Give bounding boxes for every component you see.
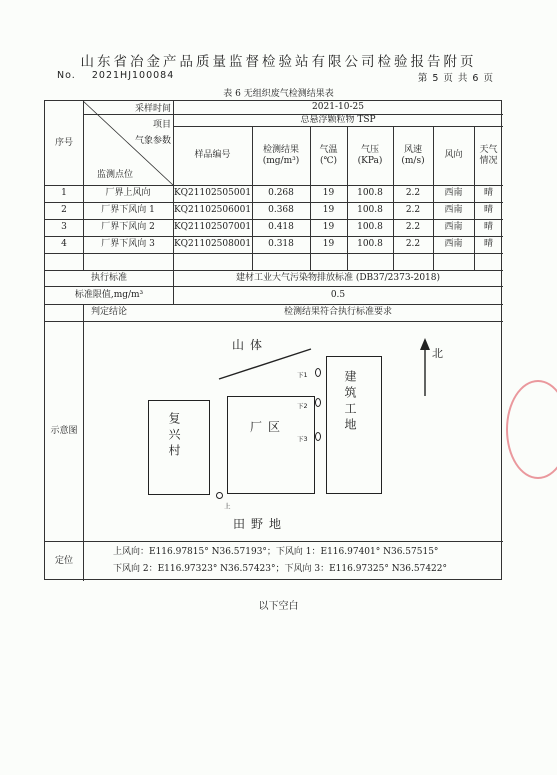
row-2-wind-speed: 2.2 (405, 205, 421, 216)
row-1-weather: 晴 (483, 188, 493, 199)
results-table (44, 100, 502, 580)
sample-date: 2021-10-25 (312, 102, 364, 113)
row-3-seq: 3 (61, 222, 67, 233)
factory-box (227, 396, 315, 494)
report-no-value: 2021HJ100084 (91, 70, 175, 81)
limit-value: 0.5 (330, 289, 346, 300)
col-wind-dir: 风向 (444, 150, 463, 161)
row-1-point: 厂界上风向 (105, 188, 151, 199)
row-3-weather: 晴 (483, 222, 493, 233)
upwind-label: 上 (224, 502, 231, 510)
report-no-label: No. (57, 70, 76, 81)
row-4-wind-dir: 西南 (444, 239, 463, 250)
row-1-wind-speed: 2.2 (405, 188, 421, 199)
col-sample-id: 样品编号 (194, 150, 231, 161)
row-2-weather: 晴 (483, 205, 493, 216)
row-1-result: 0.268 (268, 188, 294, 199)
report-title: 山东省冶金产品质量监督检验站有限公司检验报告附页 (80, 54, 477, 70)
row-3-wind-dir: 西南 (444, 222, 463, 233)
location-line-1: 上风向：E116.97815° N36.57193°；下风向 1：E116.97401° N36.57515° (113, 546, 439, 557)
row-1-sample: KQ21102505001 (173, 188, 252, 199)
col-weather: 天气 情况 (479, 144, 498, 166)
row-3-result: 0.418 (268, 222, 294, 233)
corner-item: 项目 (152, 119, 171, 130)
row-3-wind-speed: 2.2 (405, 222, 421, 233)
row-4-result: 0.318 (268, 239, 294, 250)
downwind-point-3 (315, 432, 321, 441)
corner-point: 监测点位 (96, 169, 133, 180)
col-result: 检测结果 (mg/m³) (262, 144, 300, 166)
row-4-weather: 晴 (483, 239, 493, 250)
downwind-point-2 (315, 398, 321, 407)
row-4-point: 厂界下风向 3 (101, 239, 155, 250)
conclusion-value: 检测结果符合执行标准要求 (283, 307, 392, 318)
location-line-2: 下风向 2：E116.97323° N36.57423°；下风向 3：E116.97325° N36.57422° (113, 563, 448, 574)
down1-label: 下1 (297, 371, 308, 379)
downwind-point-1 (315, 368, 321, 377)
row-4-seq: 4 (61, 239, 67, 250)
row-1-seq: 1 (61, 188, 67, 199)
report-number (57, 70, 174, 81)
conclusion-label: 判定结论 (90, 307, 127, 318)
col-wind-speed: 风速 (m/s) (401, 144, 425, 166)
row-2-wind-dir: 西南 (444, 205, 463, 216)
footer-note: 以下空白 (258, 601, 299, 612)
factory-label: 厂区 (250, 420, 287, 434)
row-2-seq: 2 (61, 205, 67, 216)
row-4-temp: 19 (322, 239, 335, 250)
upwind-point (216, 492, 223, 499)
seq-header: 序号 (54, 137, 73, 148)
table-caption: 表 6 无组织废气检测结果表 (223, 89, 334, 99)
field-label: 田野地 (233, 517, 288, 531)
location-label: 定位 (54, 555, 73, 566)
red-seal (506, 380, 557, 479)
construction-label: 建筑工地 (343, 370, 357, 434)
village-label: 复兴村 (167, 412, 181, 460)
col-pressure: 气压 (KPa) (357, 144, 383, 166)
pollutant-name: 总悬浮颗粒物 TSP (300, 114, 376, 125)
mountain-line (215, 345, 315, 385)
row-3-pressure: 100.8 (357, 222, 383, 233)
north-arrow-icon (418, 338, 432, 398)
row-4-pressure: 100.8 (357, 239, 383, 250)
col-temp: 气温 (℃) (319, 144, 338, 166)
down2-label: 下2 (297, 402, 308, 410)
row-1-wind-dir: 西南 (444, 188, 463, 199)
row-3-point: 厂界下风向 2 (101, 222, 155, 233)
row-1-temp: 19 (322, 188, 335, 199)
down3-label: 下3 (297, 435, 308, 443)
row-3-temp: 19 (322, 222, 335, 233)
row-3-sample: KQ21102507001 (173, 222, 252, 233)
row-2-result: 0.368 (268, 205, 294, 216)
row-2-sample: KQ21102506001 (173, 205, 252, 216)
row-2-point: 厂界下风向 1 (101, 205, 155, 216)
row-1-pressure: 100.8 (357, 188, 383, 199)
north-label: 北 (432, 347, 443, 360)
limit-label: 标准限值,mg/m³ (74, 289, 144, 300)
standard-value: 建材工业大气污染物排放标准 (DB37/2373-2018) (235, 272, 441, 283)
mountain-label: 山体 (232, 338, 269, 352)
row-4-sample: KQ21102508001 (173, 239, 252, 250)
page-info: 第 5 页 共 6 页 (417, 73, 494, 84)
row-2-pressure: 100.8 (357, 205, 383, 216)
diagram-label: 示意图 (50, 425, 78, 436)
standard-label: 执行标准 (90, 272, 127, 283)
row-4-wind-speed: 2.2 (405, 239, 421, 250)
row-2-temp: 19 (322, 205, 335, 216)
corner-sample-time: 采样时间 (134, 103, 171, 114)
corner-weather: 气象参数 (134, 135, 171, 146)
